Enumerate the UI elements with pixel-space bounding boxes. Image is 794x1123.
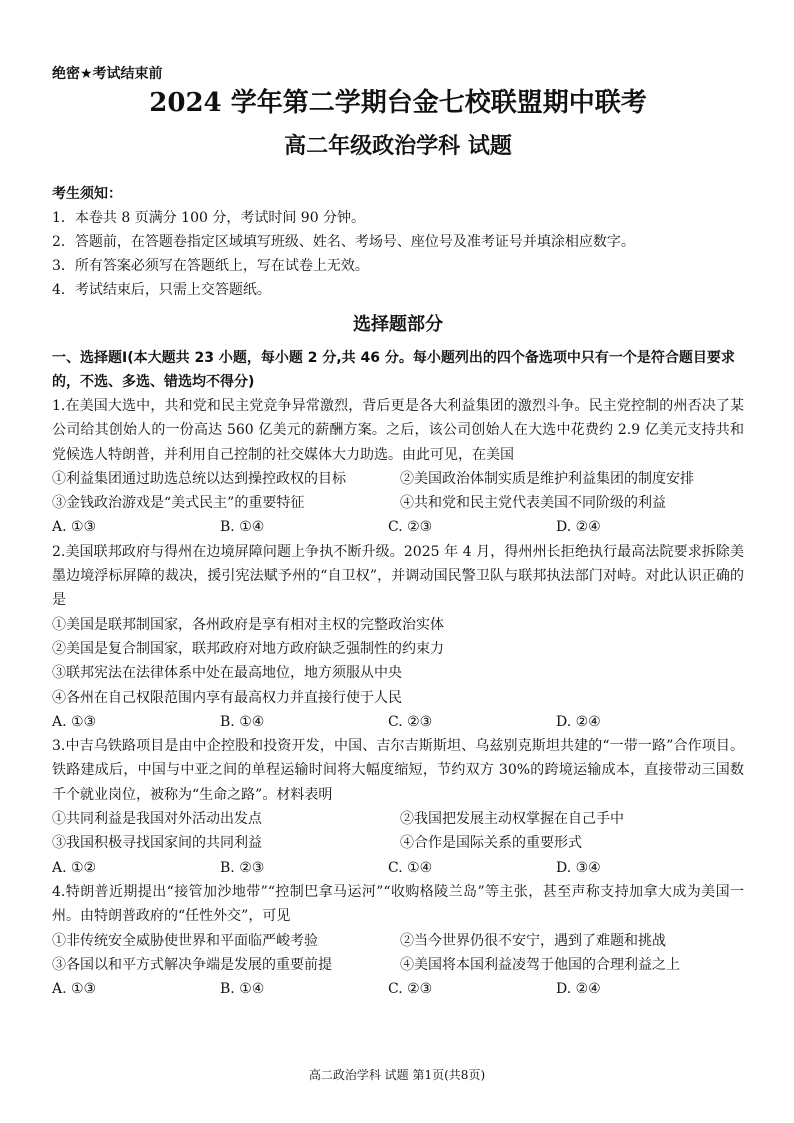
statement-option: ③各国以和平方式解决争端是发展的重要前提 bbox=[52, 956, 332, 973]
answer-choice-d: D. ②④ bbox=[556, 713, 601, 730]
question-stem: 3.中吉乌铁路项目是由中企控股和投资开发，中国、吉尔吉斯斯坦、乌兹别克斯坦共建的“一带一路”合作项目。铁路建成后，中国与中亚之间的单程运输时间将大幅度缩短，节约双方 30%的跨境运输成本，直接带动三国数千个就业岗位，被称为“生命之路”。材料表明 bbox=[52, 738, 744, 803]
candidate-notice bbox=[52, 182, 744, 302]
statement-option: ④美国将本国利益凌驾于他国的合理利益之上 bbox=[400, 956, 680, 973]
question-stem: 4.特朗普近期提出“接管加沙地带”“控制巴拿马运河”“收购格陵兰岛”等主张，甚至声称支持加拿大成为美国一州。由特朗普政府的“任性外交”，可见 bbox=[52, 883, 744, 925]
statement-option: ①美国是联邦制国家，各州政府是享有相对主权的完整政治实体 bbox=[52, 616, 444, 633]
answer-choice-c: C. ①④ bbox=[388, 859, 433, 876]
statement-option: ②美国政治体制实质是维护利益集团的制度安排 bbox=[400, 470, 694, 487]
statement-option: ①共同利益是我国对外活动出发点 bbox=[52, 811, 262, 828]
notice-item: 2．答题前，在答题卷指定区域填写班级、姓名、考场号、座位号及准考证号并填涂相应数字。 bbox=[52, 234, 635, 250]
statement-option: ③我国积极寻找国家间的共同利益 bbox=[52, 835, 262, 852]
page-footer: 高二政治学科 试题 第1页(共8页) bbox=[308, 1068, 486, 1082]
option-row bbox=[52, 831, 744, 855]
exam-page bbox=[52, 64, 744, 1001]
statement-option: ③金钱政治游戏是“美式民主”的重要特征 bbox=[52, 495, 305, 512]
answer-choice-a: A. ①② bbox=[52, 859, 97, 876]
notice-title: 考生须知： bbox=[52, 186, 122, 202]
exam-subtitle: 高二年级政治学科 试题 bbox=[284, 134, 512, 159]
statement-option: ②美国是复合制国家，联邦政府对地方政府缺乏强制性的约束力 bbox=[52, 640, 444, 657]
question-1 bbox=[52, 394, 744, 540]
statement-option: ②当今世界仍很不安宁，遇到了难题和挑战 bbox=[400, 932, 666, 949]
statement-option: ④共和党和民主党代表美国不同阶级的利益 bbox=[400, 495, 666, 512]
option-row bbox=[52, 491, 744, 515]
notice-item: 1．本卷共 8 页满分 100 分，考试时间 90 分钟。 bbox=[52, 210, 366, 226]
section-instruction: 一、选择题Ⅰ(本大题共 23 小题，每小题 2 分,共 46 分。每小题列出的四个备选项中只有一个是符合题目要求的，不选、多选、错选均不得分) bbox=[52, 350, 735, 390]
answer-choice-d: D. ②④ bbox=[556, 981, 601, 998]
statement-option: ②我国把发展主动权掌握在自己手中 bbox=[400, 811, 624, 828]
notice-item: 3．所有答案必须写在答题纸上，写在试卷上无效。 bbox=[52, 258, 369, 274]
statement-option: ③联邦宪法在法律体系中处在最高地位，地方须服从中央 bbox=[52, 665, 402, 682]
answer-choice-c: C. ②③ bbox=[388, 713, 433, 730]
option-row bbox=[52, 467, 744, 491]
answer-choices bbox=[52, 977, 744, 1001]
statement-option: ④各州在自己权限范围内享有最高权力并直接行使于人民 bbox=[52, 689, 402, 706]
answer-choice-a: A. ①③ bbox=[52, 713, 97, 730]
question-2 bbox=[52, 540, 744, 734]
question-3 bbox=[52, 734, 744, 880]
question-4 bbox=[52, 880, 744, 1001]
question-stem: 1.在美国大选中，共和党和民主党竞争异常激烈，背后更是各大利益集团的激烈斗争。民主党控制的州否决了某公司给其创始人的一份高达 560 亿美元的薪酬方案。之后，该公司创始人在大选中花费约 2.9 亿美元支持共和党候选人特朗普，并利用自己控制的社交媒体大力助选。由此可见，在美国 bbox=[52, 398, 744, 463]
answer-choice-d: D. ②④ bbox=[556, 519, 601, 536]
exam-title: 2024 学年第二学期台金七校联盟期中联考 bbox=[149, 88, 647, 118]
answer-choice-b: B. ①④ bbox=[220, 981, 265, 998]
question-stem: 2.美国联邦政府与得州在边境屏障问题上争执不断升级。2025 年 4 月，得州州长拒绝执行最高法院要求拆除美墨边境浮标屏障的裁决，援引宪法赋予州的“自卫权”，并调动国民警卫队与联邦执法部门对峙。对此认识正确的是 bbox=[52, 543, 744, 609]
option-row bbox=[52, 807, 744, 831]
answer-choice-b: B. ①④ bbox=[220, 519, 265, 536]
answer-choice-c: C. ②③ bbox=[388, 981, 433, 998]
answer-choice-a: A. ①③ bbox=[52, 519, 97, 536]
statement-option: ①利益集团通过助选总统以达到操控政权的目标 bbox=[52, 470, 346, 487]
statement-option: ④合作是国际关系的重要形式 bbox=[400, 835, 582, 852]
notice-item: 4．考试结束后，只需上交答题纸。 bbox=[52, 282, 271, 298]
option-row bbox=[52, 953, 744, 977]
statement-option: ①非传统安全威胁使世界和平面临严峻考验 bbox=[52, 932, 318, 949]
answer-choice-b: B. ②③ bbox=[220, 859, 265, 876]
section-title: 选择题部分 bbox=[353, 314, 443, 335]
answer-choice-d: D. ③④ bbox=[556, 859, 601, 876]
answer-choice-b: B. ①④ bbox=[220, 713, 265, 730]
answer-choices bbox=[52, 710, 744, 734]
confidential-label: 绝密★考试结束前 bbox=[52, 66, 163, 82]
answer-choices bbox=[52, 515, 744, 539]
answer-choices bbox=[52, 856, 744, 880]
option-row bbox=[52, 929, 744, 953]
answer-choice-c: C. ②③ bbox=[388, 519, 433, 536]
answer-choice-a: A. ①③ bbox=[52, 981, 97, 998]
